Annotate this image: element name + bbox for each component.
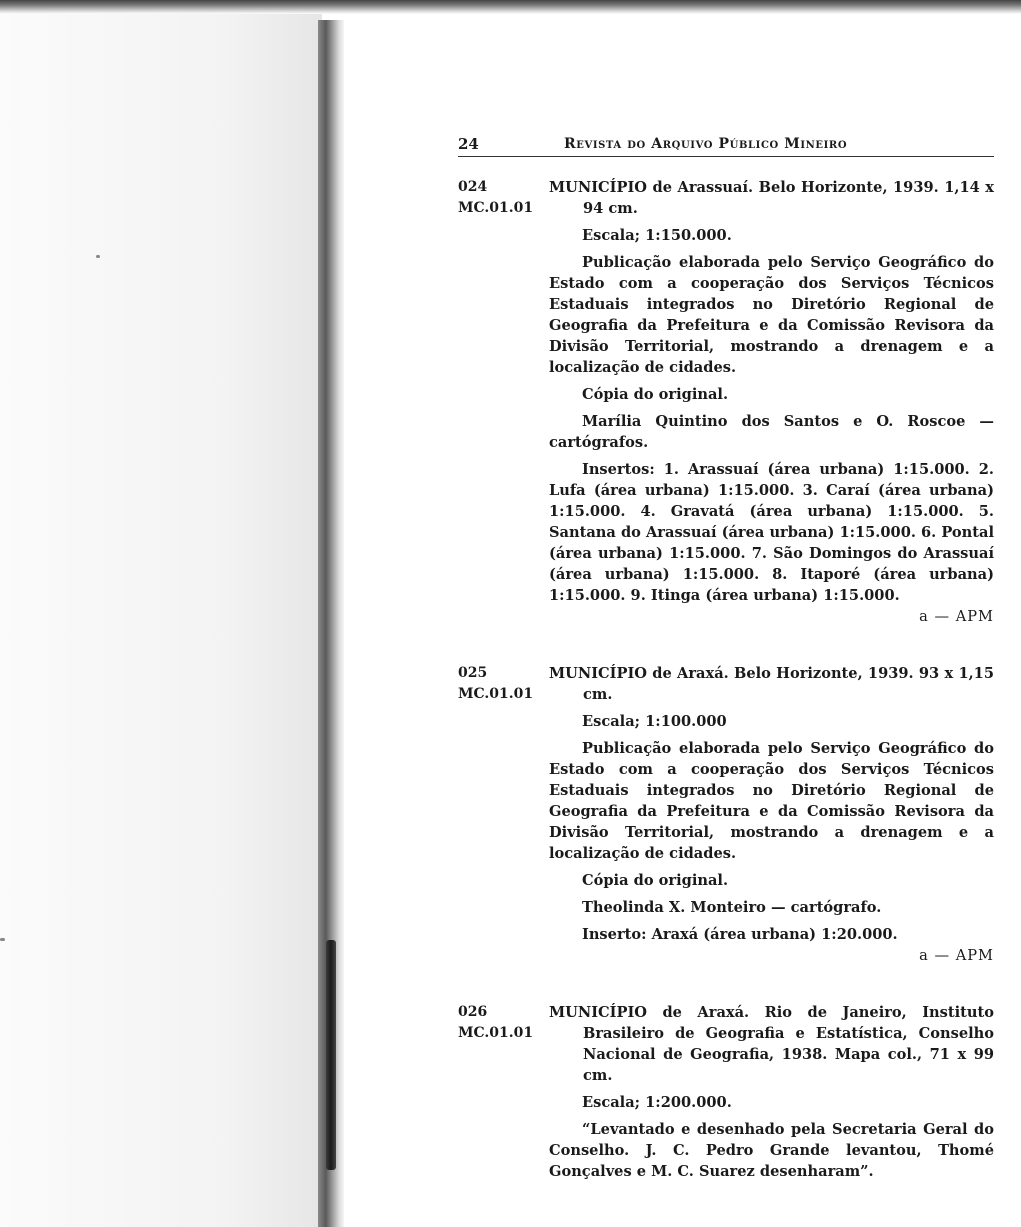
entry-description: “Levantado e desenhado pela Secretaria Geral do Conselho. J. C. Pedro Grande levantou, Thomé Gonçalves e M. C. Suarez desenharam”. bbox=[549, 1121, 994, 1180]
entry-codes bbox=[458, 663, 544, 705]
entry-cartographers: Marília Quintino dos Santos e O. Roscoe — cartógrafos. bbox=[549, 413, 994, 451]
entry-cartographers: Theolinda X. Monteiro — cartógrafo. bbox=[582, 899, 882, 916]
entry-number: 024 bbox=[458, 179, 488, 195]
entry-codes bbox=[458, 1002, 544, 1044]
entry-scale: Escala; 1:200.000. bbox=[582, 1094, 732, 1111]
scan-speck bbox=[96, 255, 100, 258]
catalog-entry bbox=[458, 663, 994, 966]
entry-body bbox=[549, 663, 994, 966]
entry-inserts: Inserto: Araxá (área urbana) 1:20.000. bbox=[582, 926, 898, 943]
entry-inserts: Insertos: 1. Arassuaí (área urbana) 1:15.000. 2. Lufa (área urbana) 1:15.000. 3. Caraí (área urbana) 1:15.000. 4. Gravatá (área urbana) 1:15.000. 5. Santana do Arassuaí (área urbana) 1:15.000. 6. Pontal (área urbana) 1:15.000. 7. São Domingos do Arassuaí (área urbana) 1:15.000. 8. Itaporé (área urbana) 1:15.000. 9. Itinga (área urbana) 1:15.000. bbox=[549, 461, 994, 604]
entry-description: Publicação elaborada pelo Serviço Geográfico do Estado com a cooperação dos Serviços Técnicos Estaduais integrados no Diretório Regional de Geografia da Prefeitura e da Comissão Revisora da Divisão Territorial, mostrando a drenagem e a localização de cidades. bbox=[549, 740, 994, 862]
catalog-entry bbox=[458, 1002, 994, 1182]
entry-number: 025 bbox=[458, 665, 488, 681]
entry-code: MC.01.01 bbox=[458, 200, 534, 216]
entry-copy-note: Cópia do original. bbox=[582, 386, 729, 403]
entry-title: MUNICÍPIO de Araxá. Belo Horizonte, 1939. 93 x 1,15 cm. bbox=[549, 665, 994, 703]
entry-title: MUNICÍPIO de Arassuaí. Belo Horizonte, 1939. 1,14 x 94 cm. bbox=[549, 179, 994, 217]
running-title: Revista do Arquivo Público Mineiro bbox=[564, 136, 848, 152]
scan-speck bbox=[0, 938, 5, 941]
entry-description: Publicação elaborada pelo Serviço Geográfico do Estado com a cooperação dos Serviços Técnicos Estaduais integrados no Diretório Regional de Geografia da Prefeitura e da Comissão Revisora da Divisão Territorial, mostrando a drenagem e a localização de cidades. bbox=[549, 254, 994, 376]
entry-number: 026 bbox=[458, 1004, 488, 1020]
entry-body bbox=[549, 1002, 994, 1182]
page-header bbox=[458, 132, 994, 157]
document-page bbox=[458, 132, 994, 1182]
page-number: 24 bbox=[458, 135, 479, 153]
spine-shadow bbox=[326, 940, 336, 1170]
entry-title: MUNICÍPIO de Araxá. Rio de Janeiro, Instituto Brasileiro de Geografia e Estatística, Conselho Nacional de Geografia, 1938. Mapa col., 71 x 99 cm. bbox=[549, 1004, 994, 1084]
entry-source: a — APM bbox=[919, 608, 994, 625]
scan-top-edge bbox=[0, 0, 1021, 14]
entry-scale: Escala; 1:100.000 bbox=[582, 713, 727, 730]
entry-source: a — APM bbox=[919, 947, 994, 964]
catalog-entry bbox=[458, 177, 994, 627]
entry-codes bbox=[458, 177, 544, 219]
entry-code: MC.01.01 bbox=[458, 686, 534, 702]
entry-body bbox=[549, 177, 994, 627]
facing-page-margin bbox=[0, 0, 322, 1227]
entry-copy-note: Cópia do original. bbox=[582, 872, 729, 889]
entry-code: MC.01.01 bbox=[458, 1025, 534, 1041]
entry-scale: Escala; 1:150.000. bbox=[582, 227, 732, 244]
